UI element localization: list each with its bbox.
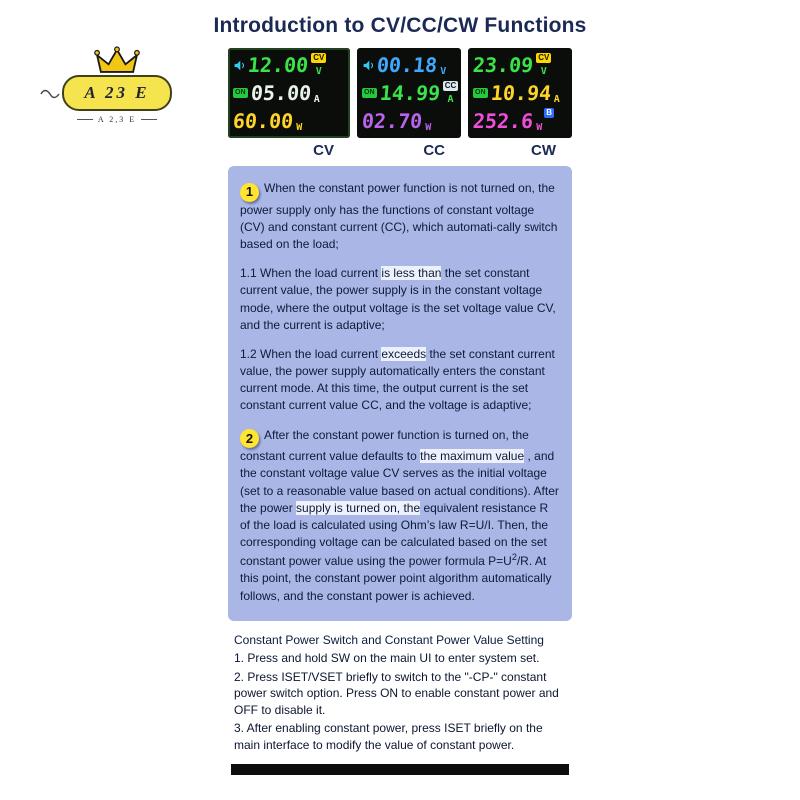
- instruction-step-3: 3. After enabling constant power, press ISET briefly on the main interface to modify the value of constant power.: [234, 721, 543, 752]
- instruction-step-1: 1. Press and hold SW on the main UI to enter system set.: [234, 651, 540, 666]
- paragraph-2-text: equivalent resistance R of the load is calculated using Ohm’s law R=U/I. Then, the corresponding voltage can be calculated based on the set constant power value using the power formula P=U: [240, 500, 549, 569]
- paragraph-1-1-text: 1.1 When the load current: [240, 266, 382, 281]
- cc-badge: CC: [444, 81, 457, 90]
- paragraph-2-text: After the constant power function is turned on, the constant current value defaults to: [240, 427, 529, 464]
- paragraph-1-1: [240, 265, 560, 334]
- highlight-text: the maximum value: [420, 449, 525, 464]
- superscript-2: 2: [511, 552, 517, 563]
- highlight-text: exceeds: [381, 346, 427, 361]
- current-unit: A: [447, 94, 454, 105]
- paragraph-2-text: /R. At this point, the constant power point algorithm automatically follows, and the constant power is achieved.: [240, 554, 552, 603]
- paragraph-1: [240, 180, 560, 253]
- display-label-cc: CC: [423, 142, 445, 159]
- display-column-cv: [228, 48, 350, 159]
- number-badge-2: 2: [240, 429, 259, 448]
- content-panel: [228, 166, 572, 775]
- settings-instructions: [228, 621, 572, 754]
- display-column-cc: [357, 48, 461, 159]
- paragraph-2: [240, 427, 560, 605]
- voltage-value: 00.18: [375, 53, 439, 77]
- page-title: Introduction to CV/CC/CW Functions: [213, 14, 587, 37]
- b-badge: B: [546, 108, 553, 117]
- paragraph-1-1-text: the set constant current value, the power supply is in the constant voltage mode, where the output voltage is the set voltage value CV, and the current is adaptive;: [240, 266, 556, 332]
- on-badge: ON: [475, 89, 486, 96]
- logo-box: [62, 75, 172, 111]
- paragraph-1-2: [240, 346, 560, 415]
- on-badge: ON: [235, 89, 246, 96]
- power-value: 02.70: [360, 109, 424, 133]
- voltage-value: 12.00: [246, 53, 310, 77]
- power-row: [473, 108, 567, 134]
- power-row: [362, 108, 456, 134]
- logo-text: A 23 E: [84, 83, 150, 102]
- instructions-heading: Constant Power Switch and Constant Power Value Setting: [234, 632, 544, 647]
- meter-displays: [228, 48, 572, 159]
- paragraph-1-text: When the constant power function is not turned on, the power supply only has the functions of constant voltage (CV) and constant current (CC), which automati-cally switch based on the load;: [240, 181, 558, 252]
- crown-icon: [94, 46, 140, 78]
- highlight-text: is less than: [381, 266, 442, 281]
- voltage-unit: V: [540, 66, 547, 77]
- power-value: 252.6: [471, 109, 535, 133]
- logo-flourish-icon: [40, 88, 60, 100]
- power-unit: W: [536, 122, 543, 133]
- current-row: [233, 80, 345, 106]
- voltage-row: [362, 52, 456, 78]
- voltage-unit: V: [315, 66, 322, 77]
- description-box: [228, 166, 572, 621]
- meter-display-cv: [228, 48, 350, 138]
- voltage-row: [473, 52, 567, 78]
- bottom-bar: [231, 764, 569, 775]
- paragraph-1-2-text: the set constant current value, the power supply automatically enters the constant current mode. At this time, the output current is the set constant current value CC, and the voltage is adaptive;: [240, 346, 555, 413]
- power-value: 60.00: [231, 109, 295, 133]
- current-row: [362, 80, 456, 106]
- current-value: 10.94: [489, 81, 552, 105]
- current-value: 14.99: [378, 81, 441, 105]
- instruction-step-2: 2. Press ISET/VSET briefly to switch to the "-CP-" constant power switch option. Press ON to enable constant power and OFF to disable it.: [234, 669, 559, 717]
- brand-logo: [50, 46, 184, 124]
- highlight-text: supply is turned on, the: [296, 500, 421, 515]
- voltage-row: [233, 52, 345, 78]
- meter-display-cc: [357, 48, 461, 138]
- logo-caption: [50, 115, 184, 124]
- power-unit: W: [425, 122, 432, 133]
- voltage-value: 23.09: [471, 53, 535, 77]
- paragraph-1-2-text: 1.2 When the load current: [240, 346, 382, 361]
- cv-badge: CV: [313, 53, 325, 62]
- paragraph-2-text: , and the constant voltage value CV serves as the initial voltage (set to a reasonable value based on actual conditions). After the power: [240, 449, 559, 515]
- current-unit: A: [313, 94, 320, 105]
- current-value: 05.00: [249, 81, 312, 105]
- power-row: [233, 108, 345, 134]
- current-row: [473, 80, 567, 106]
- on-badge: ON: [364, 89, 375, 96]
- meter-display-cw: [468, 48, 572, 138]
- speaker-icon: [362, 59, 375, 72]
- speaker-icon: [233, 59, 246, 72]
- cv-badge: CV: [538, 53, 550, 62]
- voltage-unit: V: [440, 66, 447, 77]
- display-column-cw: [468, 48, 572, 159]
- current-unit: A: [553, 94, 560, 105]
- display-label-cw: CW: [531, 142, 556, 159]
- number-badge-1: 1: [240, 183, 259, 202]
- display-label-cv: CV: [313, 142, 334, 159]
- logo-caption-text: A 2,3 E: [97, 115, 137, 124]
- power-unit: W: [296, 122, 303, 133]
